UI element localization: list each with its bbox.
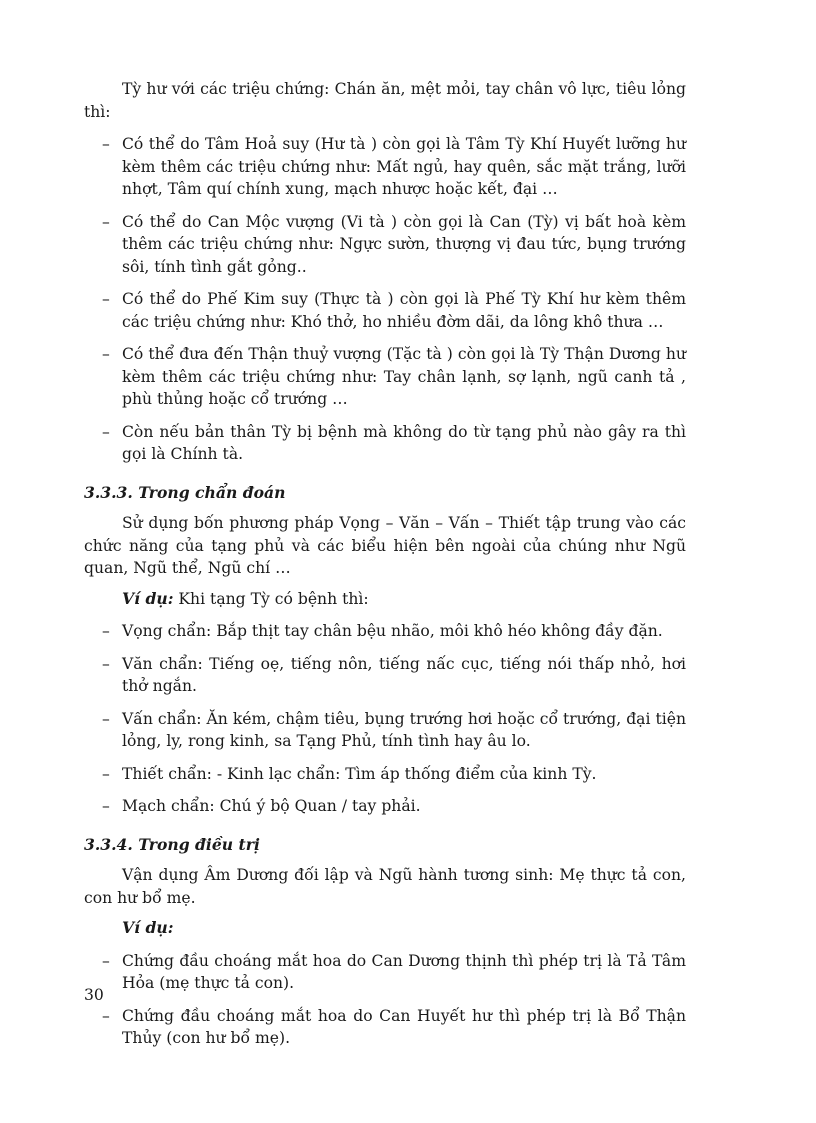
example-label: Ví dụ: bbox=[122, 588, 174, 608]
list-item-text: Chứng đầu choáng mắt hoa do Can Dương thịnh thì phép trị là Tả Tâm Hỏa (mẹ thực tả con). bbox=[122, 951, 686, 992]
dash-marker: – bbox=[102, 212, 110, 231]
list-item bbox=[84, 620, 686, 643]
list-item-text: Vọng chẩn: Bắp thịt tay chân bệu nhão, môi khô héo không đầy đặn. bbox=[122, 622, 663, 640]
list-item bbox=[84, 288, 686, 333]
treatment-list bbox=[84, 950, 686, 1050]
dash-marker: – bbox=[102, 622, 110, 640]
list-item-text: Vấn chẩn: Ăn kém, chậm tiêu, bụng trướng hơi hoặc cổ trướng, đại tiện lỏng, ly, rong kinh, sa Tạng Phủ, tính tình hay âu lo. bbox=[122, 709, 686, 750]
list-item bbox=[84, 795, 686, 818]
dash-marker: – bbox=[102, 951, 110, 970]
list-item bbox=[84, 653, 686, 698]
cause-list bbox=[84, 133, 686, 466]
list-item-text: Thiết chẩn: - Kinh lạc chẩn: Tìm áp thống điểm của kinh Tỳ. bbox=[122, 764, 597, 783]
list-item bbox=[84, 343, 686, 411]
list-item-text: Mạch chẩn: Chú ý bộ Quan / tay phải. bbox=[122, 797, 421, 815]
list-item bbox=[84, 1005, 686, 1050]
dash-marker: – bbox=[102, 422, 110, 441]
example-text: Khi tạng Tỳ có bệnh thì: bbox=[173, 589, 369, 608]
dash-marker: – bbox=[102, 764, 110, 783]
list-item bbox=[84, 763, 686, 786]
diagnosis-list bbox=[84, 620, 686, 818]
dash-marker: – bbox=[102, 345, 110, 363]
list-item bbox=[84, 421, 686, 466]
list-item-text: Có thể do Can Mộc vượng (Vi tà ) còn gọi là Can (Tỳ) vị bất hoà kèm thêm các triệu chứng như: Ngực sườn, thượng vị đau tức, bụng trướng sôi, tính tình gắt gỏng.. bbox=[122, 212, 686, 276]
dash-marker: – bbox=[102, 797, 110, 815]
dash-marker: – bbox=[102, 654, 110, 673]
section-heading-treatment: 3.3.4. Trong điều trị bbox=[84, 834, 260, 854]
list-item-text: Có thể đưa đến Thận thuỷ vượng (Tặc tà ) còn gọi là Tỳ Thận Dương hư kèm thêm các triệu chứng như: Tay chân lạnh, sợ lạnh, ngũ canh tả , phù thủng hoặc cổ trướng … bbox=[122, 345, 686, 408]
dash-marker: – bbox=[102, 290, 110, 308]
dash-marker: – bbox=[102, 709, 110, 728]
diagnosis-paragraph: Sử dụng bốn phương pháp Vọng – Văn – Vấn – Thiết tập trung vào các chức năng của tạng phủ và các biểu hiện bên ngoài của chúng như Ngũ quan, Ngũ thể, Ngũ chí … bbox=[84, 514, 686, 577]
page-body bbox=[84, 78, 686, 1050]
treatment-paragraph: Vận dụng Âm Dương đối lập và Ngũ hành tương sinh: Mẹ thực tả con, con hư bổ mẹ. bbox=[84, 866, 686, 907]
dash-marker: – bbox=[102, 135, 110, 153]
list-item bbox=[84, 708, 686, 753]
list-item-text: Chứng đầu choáng mắt hoa do Can Huyết hư thì phép trị là Bổ Thận Thủy (con hư bổ mẹ). bbox=[122, 1006, 686, 1047]
list-item-text: Có thể do Tâm Hoả suy (Hư tà ) còn gọi là Tâm Tỳ Khí Huyết lưỡng hư kèm thêm các triệu chứng như: Mất ngủ, hay quên, sắc mặt trắng, lưỡi nhợt, Tâm quí chính xung, mạch nhược hoặc kết, đại … bbox=[122, 135, 686, 198]
example-label: Ví dụ: bbox=[122, 918, 174, 937]
list-item-text: Có thể do Phế Kim suy (Thực tà ) còn gọi là Phế Tỳ Khí hư kèm thêm các triệu chứng như: Khó thở, ho nhiều đờm dãi, da lông khô thưa … bbox=[122, 290, 686, 331]
list-item bbox=[84, 211, 686, 279]
list-item bbox=[84, 950, 686, 995]
list-item-text: Văn chẩn: Tiếng oẹ, tiếng nôn, tiếng nấc cục, tiếng nói thấp nhỏ, hơi thở ngắn. bbox=[122, 654, 686, 695]
page-number: 30 bbox=[84, 986, 104, 1004]
example-diagnosis bbox=[84, 588, 686, 611]
dash-marker: – bbox=[102, 1006, 110, 1025]
section-heading-diagnosis: 3.3.3. Trong chẩn đoán bbox=[84, 482, 286, 502]
list-item bbox=[84, 133, 686, 201]
intro-paragraph: Tỳ hư với các triệu chứng: Chán ăn, mệt mỏi, tay chân vô lực, tiêu lỏng thì: bbox=[84, 80, 686, 121]
example-treatment bbox=[84, 917, 686, 940]
list-item-text: Còn nếu bản thân Tỳ bị bệnh mà không do từ tạng phủ nào gây ra thì gọi là Chính tà. bbox=[122, 422, 686, 463]
